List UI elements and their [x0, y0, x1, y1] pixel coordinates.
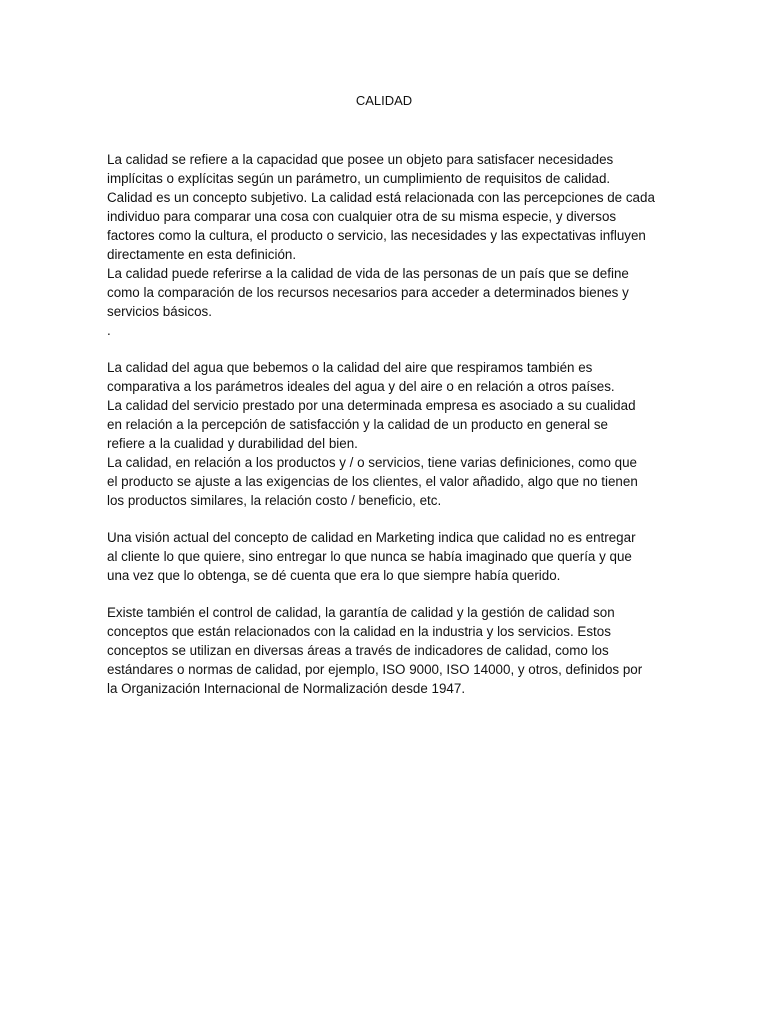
- paragraph-control-calidad: [107, 603, 667, 698]
- text-line: conceptos se utilizan en diversas áreas a través de indicadores de calidad, como los: [107, 643, 609, 658]
- text-line: La calidad se refiere a la capacidad que posee un objeto para satisfacer necesidades: [107, 152, 614, 167]
- paragraph-marketing: [107, 528, 667, 585]
- text-line: Una visión actual del concepto de calidad en Marketing indica que calidad no es entregar: [107, 530, 636, 545]
- text-line: Calidad es un concepto subjetivo. La calidad está relacionada con las percepciones de cada: [107, 190, 655, 205]
- text-line: directamente en esta definición.: [107, 247, 297, 262]
- document-body: [107, 150, 667, 716]
- text-line: individuo para comparar una cosa con cualquier otra de su misma especie, y diversos: [107, 209, 617, 224]
- paragraph-definicion: [107, 150, 667, 340]
- text-line: La calidad del servicio prestado por una determinada empresa es asociado a su cualidad: [107, 398, 636, 413]
- text-line: al cliente lo que quiere, sino entregar lo que nunca se había imaginado que quería y que: [107, 549, 632, 564]
- text-line: comparativa a los parámetros ideales del agua y del aire o en relación a otros países.: [107, 379, 615, 394]
- paragraph-ejemplos: [107, 358, 667, 510]
- text-line: La calidad del agua que bebemos o la calidad del aire que respiramos también es: [107, 360, 593, 375]
- text-line: conceptos que están relacionados con la calidad en la industria y los servicios. Estos: [107, 624, 611, 639]
- text-line: el producto se ajuste a las exigencias de los clientes, el valor añadido, algo que no tienen: [107, 474, 638, 489]
- text-line: estándares o normas de calidad, por ejemplo, ISO 9000, ISO 14000, y otros, definidos por: [107, 662, 643, 677]
- text-line: servicios básicos.: [107, 304, 212, 319]
- document-title: CALIDAD: [355, 93, 413, 108]
- text-line: una vez que lo obtenga, se dé cuenta que era lo que siempre había querido.: [107, 568, 561, 583]
- text-line: .: [107, 323, 111, 338]
- text-line: factores como la cultura, el producto o servicio, las necesidades y las expectativas influyen: [107, 228, 646, 243]
- text-line: como la comparación de los recursos necesarios para acceder a determinados bienes y: [107, 285, 629, 300]
- text-line: los productos similares, la relación costo / beneficio, etc.: [107, 493, 442, 508]
- text-line: refiere a la cualidad y durabilidad del bien.: [107, 436, 358, 451]
- text-line: la Organización Internacional de Normalización desde 1947.: [107, 681, 466, 696]
- text-line: La calidad, en relación a los productos y / o servicios, tiene varias definiciones, como que: [107, 455, 637, 470]
- text-line: en relación a la percepción de satisfacción y la calidad de un producto en general se: [107, 417, 608, 432]
- text-line: implícitas o explícitas según un parámetro, un cumplimiento de requisitos de calidad.: [107, 171, 611, 186]
- text-line: Existe también el control de calidad, la garantía de calidad y la gestión de calidad son: [107, 605, 615, 620]
- text-line: La calidad puede referirse a la calidad de vida de las personas de un país que se define: [107, 266, 629, 281]
